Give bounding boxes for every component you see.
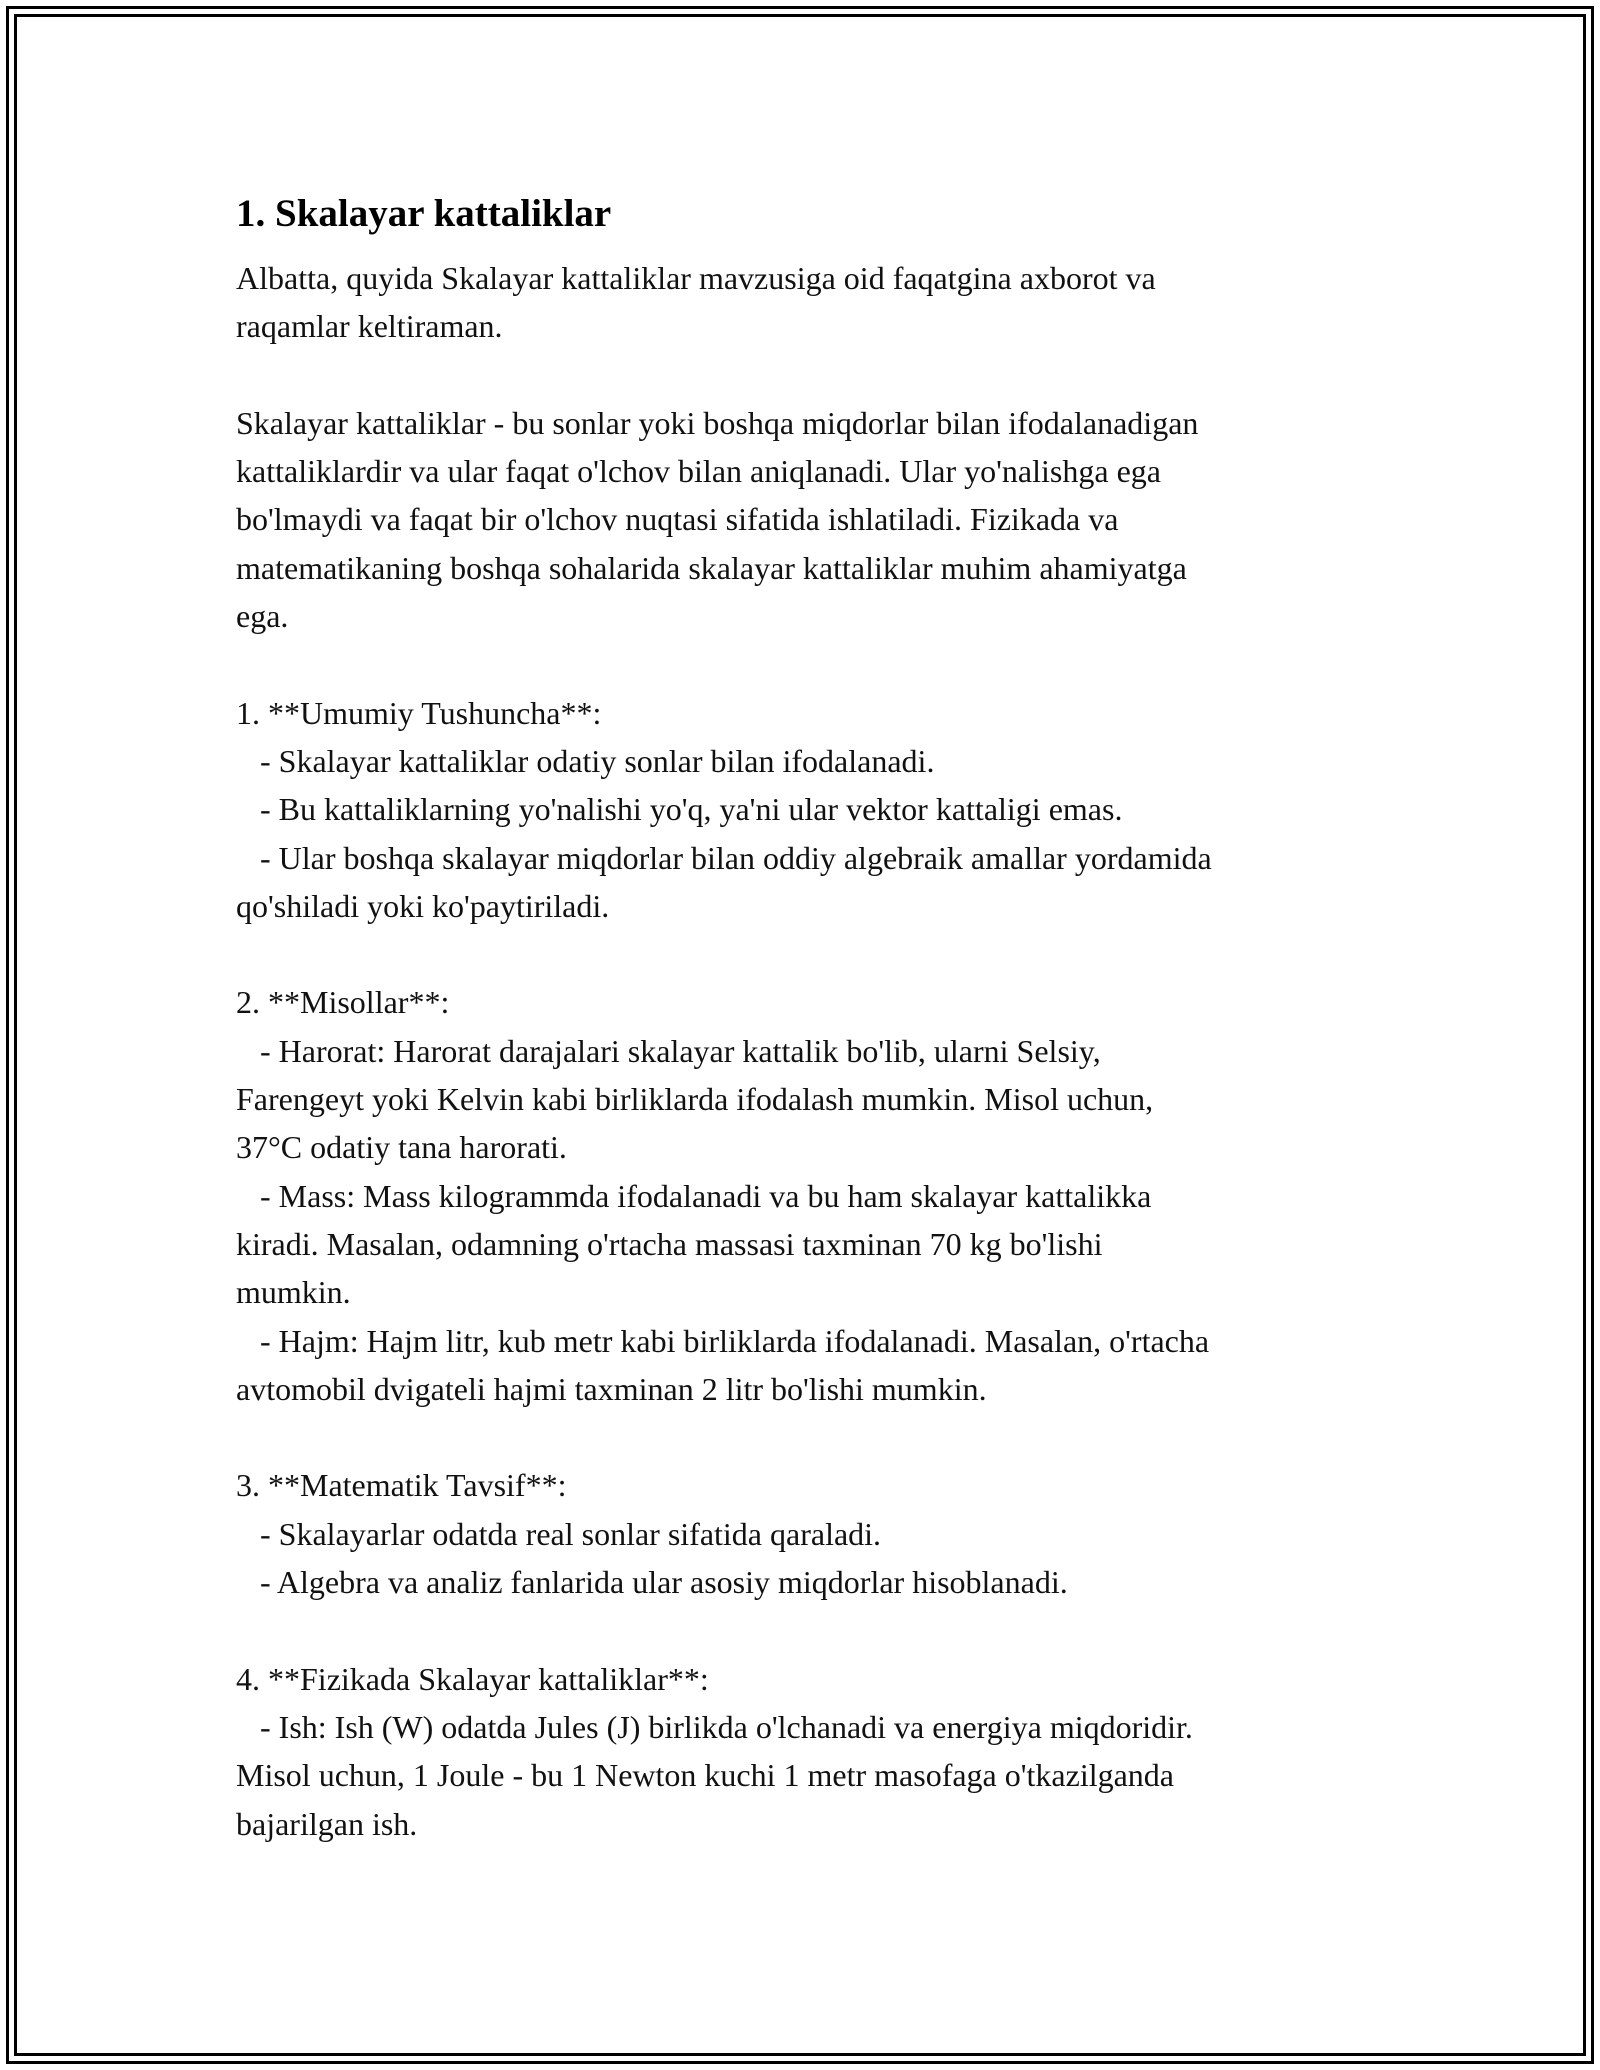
intro-paragraph: Albatta, quyida Skalayar kattaliklar mavzusiga oid faqatgina axborot va raqamlar keltiraman.	[236, 260, 1156, 345]
section-physics: 4. **Fizikada Skalayar kattaliklar**: - Ish: Ish (W) odatda Jules (J) birlikda o'lchanadi va energiya miqdoridir. Misol uchun, 1 Joule - bu 1 Newton kuchi 1 metr masofaga o'tkazilganda bajarilgan ish.	[236, 1660, 1193, 1842]
paragraph-spacer	[236, 1413, 1376, 1461]
paragraph-spacer	[236, 351, 1376, 399]
paragraph-spacer	[236, 640, 1376, 688]
document-page	[236, 186, 1376, 1848]
paragraph-spacer	[236, 1606, 1376, 1654]
section-math-description: 3. **Matematik Tavsif**: - Skalayarlar odatda real sonlar sifatida qaraladi. - Algebra va analiz fanlarida ular asosiy miqdorlar hisoblanadi.	[236, 1467, 1068, 1601]
section-general-concept: 1. **Umumiy Tushuncha**: - Skalayar kattaliklar odatiy sonlar bilan ifodalanadi. - Bu kattaliklarning yo'nalishi yo'q, ya'ni ular vektor kattaligi emas. - Ular boshqa skalayar miqdorlar bilan oddiy algebraik amallar yordamida qo'shiladi yoki ko'paytiriladi.	[236, 694, 1212, 924]
section-examples: 2. **Misollar**: - Harorat: Harorat darajalari skalayar kattalik bo'lib, ularni Selsiy, Farengeyt yoki Kelvin kabi birliklarda ifodalash mumkin. Misol uchun, 37°C odatiy tana harorati. - Mass: Mass kilogrammda ifodalanadi va bu ham skalayar kattalikka kiradi. Masalan, odamning o'rtacha massasi taxminan 70 kg bo'lishi mumkin. - Hajm: Hajm litr, kub metr kabi birliklarda ifodalanadi. Masalan, o'rtacha avtomobil dvigateli hajmi taxminan 2 litr bo'lishi mumkin.	[236, 984, 1210, 1407]
definition-paragraph: Skalayar kattaliklar - bu sonlar yoki boshqa miqdorlar bilan ifodalanadigan kattaliklardir va ular faqat o'lchov bilan aniqlanadi. Ular yo'nalishga ega bo'lmaydi va faqat bir o'lchov nuqtasi sifatida ishlatiladi. Fizikada va matematikaning boshqa sohalarida skalayar kattaliklar muhim ahamiyatga ega.	[236, 404, 1199, 635]
paragraph-spacer	[236, 930, 1376, 978]
document-title: 1. Skalayar kattaliklar	[236, 192, 612, 235]
